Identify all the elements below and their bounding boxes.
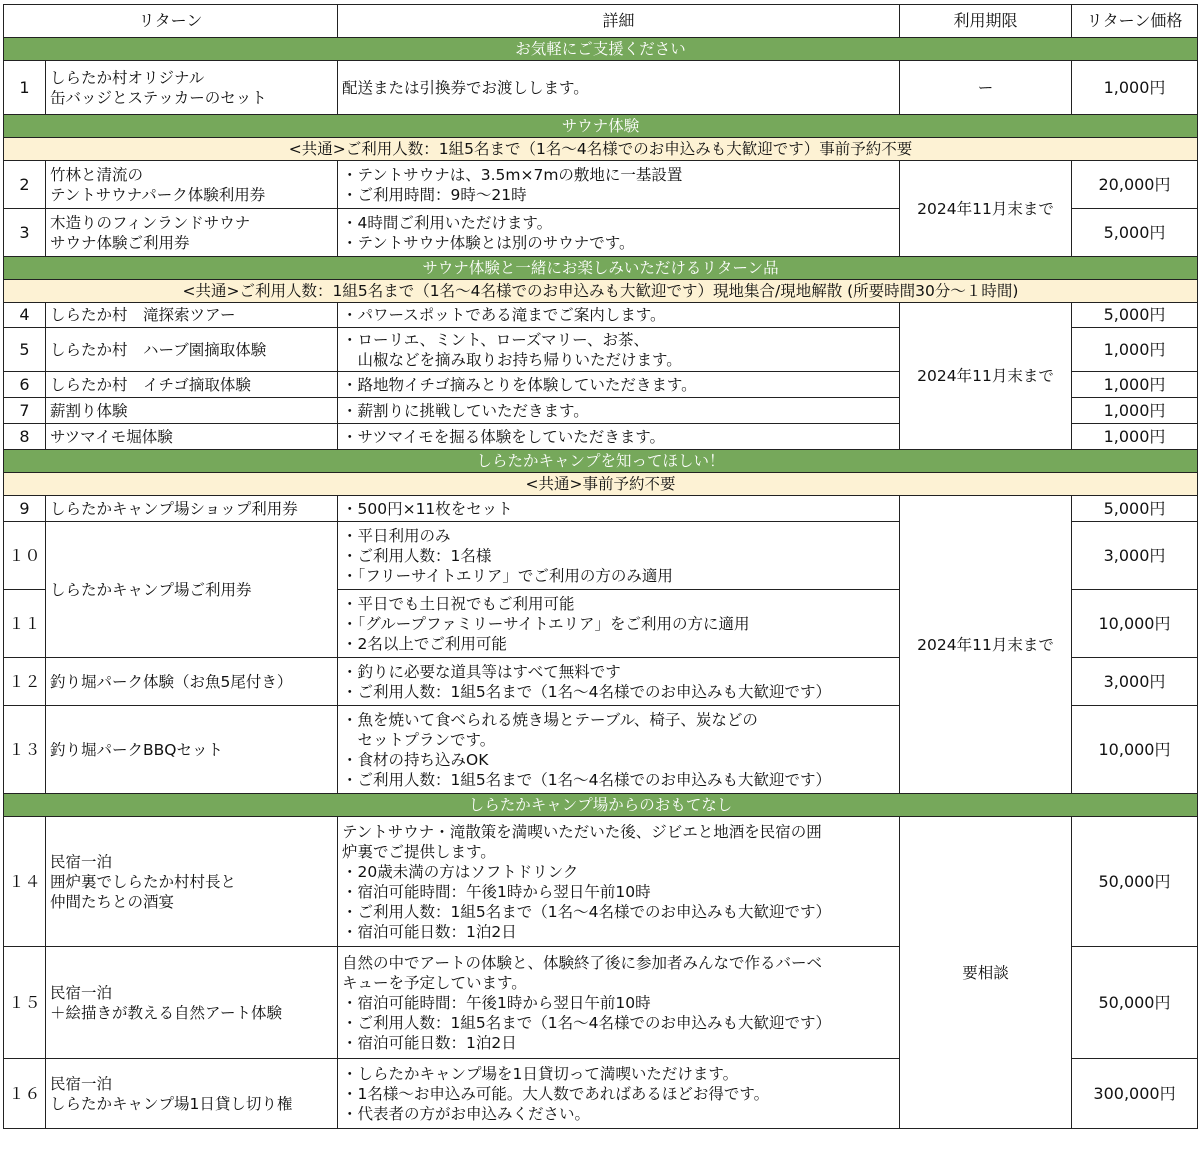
section-common-note [4, 138, 1198, 161]
return-detail: ・釣りに必要な道具等はすべて無料です ・ご利用人数：1組5名まで（1名〜4名様でのお申込みも大歓迎です） [338, 658, 900, 706]
return-price: 10,000円 [1072, 590, 1198, 658]
row-number: １４ [4, 817, 46, 947]
return-name: サツマイモ堀体験 [46, 424, 338, 450]
usage-period: 要相談 [900, 817, 1072, 1129]
return-name: 民宿一泊 ＋絵描きが教える自然アート体験 [46, 947, 338, 1059]
table-row [4, 303, 1198, 328]
usage-period: 2024年11月末まで [900, 303, 1072, 450]
return-price: 5,000円 [1072, 496, 1198, 522]
return-price: 1,000円 [1072, 424, 1198, 450]
table-row [4, 496, 1198, 522]
return-detail: ・サツマイモを掘る体験をしていただきます。 [338, 424, 900, 450]
return-detail: 配送または引換券でお渡しします。 [338, 61, 900, 115]
row-number: １５ [4, 947, 46, 1059]
return-detail: ・500円×11枚をセット [338, 496, 900, 522]
return-detail: ・テントサウナは、3.5m×7mの敷地に一基設置 ・ご利用時間：9時〜21時 [338, 161, 900, 209]
header-price: リターン価格 [1072, 5, 1198, 38]
table-row [4, 817, 1198, 947]
row-number: 5 [4, 328, 46, 372]
row-number: １６ [4, 1059, 46, 1129]
return-name: しらたかキャンプ場ショップ利用券 [46, 496, 338, 522]
return-name: しらたか村 ハーブ園摘取体験 [46, 328, 338, 372]
return-detail: ・路地物イチゴ摘みとりを体験していただきます。 [338, 372, 900, 398]
header-detail: 詳細 [338, 5, 900, 38]
row-number: 9 [4, 496, 46, 522]
return-detail: ・パワースポットである滝までご案内します。 [338, 303, 900, 328]
section-header-hospitality [4, 794, 1198, 817]
return-detail: ・薪割りに挑戦していただきます。 [338, 398, 900, 424]
return-name: 民宿一泊 しらたかキャンプ場1日貸し切り権 [46, 1059, 338, 1129]
return-detail: ・しらたかキャンプ場を1日貸切って満喫いただけます。 ・1名様〜お申込み可能。大人数であればあるほどお得です。 ・代表者の方がお申込みください。 [338, 1059, 900, 1129]
return-name: 釣り堀パーク体験（お魚5尾付き） [46, 658, 338, 706]
row-number: 7 [4, 398, 46, 424]
return-price: 3,000円 [1072, 658, 1198, 706]
row-number: 8 [4, 424, 46, 450]
return-detail: ・平日でも土日祝でもご利用可能 ・「グループファミリーサイトエリア」をご利用の方に適用 ・2名以上でご利用可能 [338, 590, 900, 658]
return-detail: ・ローリエ、ミント、ローズマリー、お茶、 山椒などを摘み取りお持ち帰りいただけます。 [338, 328, 900, 372]
return-price: 20,000円 [1072, 161, 1198, 209]
section-title: お気軽にご支援ください [4, 38, 1198, 61]
return-name: 木造りのフィンランドサウナ サウナ体験ご利用券 [46, 209, 338, 257]
return-name: 民宿一泊 囲炉裏でしらたか村村長と 仲間たちとの酒宴 [46, 817, 338, 947]
return-name: しらたか村 イチゴ摘取体験 [46, 372, 338, 398]
return-price: 1,000円 [1072, 328, 1198, 372]
usage-period: 2024年11月末まで [900, 161, 1072, 257]
table-header-row [4, 5, 1198, 38]
return-price: 5,000円 [1072, 209, 1198, 257]
common-note-text: <共通>ご利用人数：1組5名まで（1名〜4名様でのお申込みも大歓迎です）事前予約不要 [4, 138, 1198, 161]
row-number: 2 [4, 161, 46, 209]
row-number: １２ [4, 658, 46, 706]
row-number: １３ [4, 706, 46, 794]
usage-period: 2024年11月末まで [900, 496, 1072, 794]
return-detail: テントサウナ・滝散策を満喫いただいた後、ジビエと地酒を民宿の囲 炉裏でご提供します。 ・20歳未満の方はソフトドリンク ・宿泊可能時間：午後1時から翌日午前10時 ・ご利用人数：1組5名まで（1名〜4名様でのお申込みも大歓迎です） ・宿泊可能日数：1泊2日 [338, 817, 900, 947]
section-header-camp [4, 450, 1198, 473]
common-note-text: <共通>ご利用人数：1組5名まで（1名〜4名様でのお申込みも大歓迎です）現地集合/現地解散 (所要時間30分〜１時間) [4, 280, 1198, 303]
row-number: １０ [4, 522, 46, 590]
row-number: 4 [4, 303, 46, 328]
return-name: 竹林と清流の テントサウナパーク体験利用券 [46, 161, 338, 209]
return-price: 1,000円 [1072, 398, 1198, 424]
return-name: しらたか村 滝探索ツアー [46, 303, 338, 328]
row-number: 3 [4, 209, 46, 257]
section-common-note [4, 280, 1198, 303]
return-price: 50,000円 [1072, 947, 1198, 1059]
return-detail: 自然の中でアートの体験と、体験終了後に参加者みんなで作るバーベ キューを予定しています。 ・宿泊可能時間：午後1時から翌日午前10時 ・ご利用人数：1組5名まで（1名〜4名様でのお申込みも大歓迎です） ・宿泊可能日数：1泊2日 [338, 947, 900, 1059]
row-number: １１ [4, 590, 46, 658]
section-header-experiences [4, 257, 1198, 280]
return-price: 3,000円 [1072, 522, 1198, 590]
section-header-support [4, 38, 1198, 61]
table-row [4, 161, 1198, 209]
return-name: 釣り堀パークBBQセット [46, 706, 338, 794]
row-number: 6 [4, 372, 46, 398]
return-price: 1,000円 [1072, 372, 1198, 398]
header-return: リターン [4, 5, 338, 38]
return-detail: ・4時間ご利用いただけます。 ・テントサウナ体験とは別のサウナです。 [338, 209, 900, 257]
return-price: 1,000円 [1072, 61, 1198, 115]
return-name: しらたかキャンプ場ご利用券 [46, 522, 338, 658]
section-header-sauna [4, 115, 1198, 138]
return-price: 300,000円 [1072, 1059, 1198, 1129]
return-price: 5,000円 [1072, 303, 1198, 328]
return-price: 50,000円 [1072, 817, 1198, 947]
table-row [4, 61, 1198, 115]
return-detail: ・平日利用のみ ・ご利用人数：1名様 ・「フリーサイトエリア」でご利用の方のみ適用 [338, 522, 900, 590]
row-number: 1 [4, 61, 46, 115]
section-title: サウナ体験と一緒にお楽しみいただけるリターン品 [4, 257, 1198, 280]
common-note-text: <共通>事前予約不要 [4, 473, 1198, 496]
return-name: 薪割り体験 [46, 398, 338, 424]
section-common-note [4, 473, 1198, 496]
section-title: しらたかキャンプ場からのおもてなし [4, 794, 1198, 817]
header-period: 利用期限 [900, 5, 1072, 38]
return-detail: ・魚を焼いて食べられる焼き場とテーブル、椅子、炭などの セットプランです。 ・食材の持ち込みOK ・ご利用人数：1組5名まで（1名〜4名様でのお申込みも大歓迎です） [338, 706, 900, 794]
return-price: 10,000円 [1072, 706, 1198, 794]
section-title: サウナ体験 [4, 115, 1198, 138]
usage-period: ー [900, 61, 1072, 115]
returns-table [3, 4, 1198, 1129]
return-name: しらたか村オリジナル 缶バッジとステッカーのセット [46, 61, 338, 115]
section-title: しらたかキャンプを知ってほしい！ [4, 450, 1198, 473]
